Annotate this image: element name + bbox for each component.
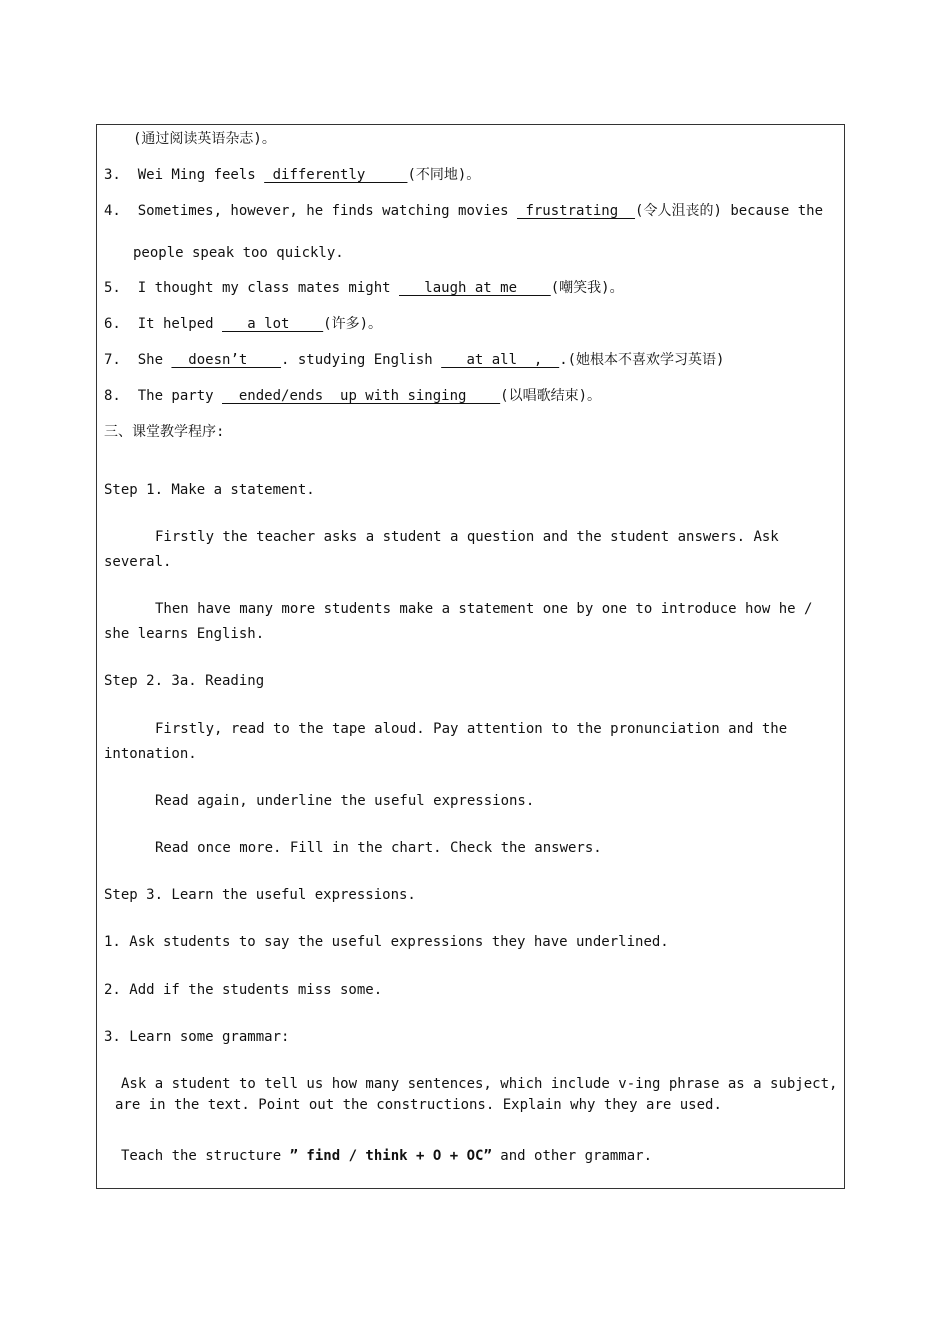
answer-blank: laugh at me bbox=[399, 280, 551, 296]
teach-text: Teach the structure bbox=[121, 1148, 290, 1164]
item-number: 4. bbox=[104, 203, 121, 219]
exercise-item-6 bbox=[104, 315, 382, 333]
item-number: 5. bbox=[104, 280, 121, 296]
carry-over-text: (通过阅读英语杂志)。 bbox=[133, 131, 276, 147]
step-3-item-1: 1. Ask students to say the useful expressions they have underlined. bbox=[104, 934, 669, 950]
exercise-item-5 bbox=[104, 279, 624, 297]
step-3-teach-line bbox=[121, 1147, 652, 1165]
step-3-paragraph-1: Ask a student to tell us how many sentences, which include v-ing phrase as a subject, bbox=[121, 1076, 838, 1092]
step-3-paragraph-1-cont: are in the text. Point out the constructions. Explain why they are used. bbox=[115, 1097, 722, 1113]
answer-blank: ended/ends up with singing bbox=[222, 388, 501, 404]
section-heading: 三、课堂教学程序: bbox=[104, 424, 225, 440]
exercise-item-4-continued: people speak too quickly. bbox=[133, 245, 344, 261]
item-text: I thought my class mates might bbox=[137, 280, 400, 296]
answer-blank-2: at all , bbox=[441, 352, 560, 368]
item-number: 6. bbox=[104, 316, 121, 332]
item-text: Sometimes, however, he finds watching movies bbox=[137, 203, 518, 219]
item-text: The party bbox=[137, 388, 223, 404]
step-2-paragraph-3: Read once more. Fill in the chart. Check the answers. bbox=[155, 840, 602, 856]
answer-blank: doesn’t bbox=[171, 352, 282, 368]
item-text-mid: . studying English bbox=[281, 352, 442, 368]
exercise-item-8 bbox=[104, 387, 601, 405]
step-2-title: Step 2. 3a. Reading bbox=[104, 673, 265, 689]
item-text: Wei Ming feels bbox=[137, 167, 265, 183]
step-3-item-3: 3. Learn some grammar: bbox=[104, 1029, 290, 1045]
step-2-paragraph-2: Read again, underline the useful expressions. bbox=[155, 793, 535, 809]
structure-formula: ” find / think + O + OC” bbox=[289, 1148, 492, 1164]
item-number: 8. bbox=[104, 388, 121, 404]
item-hint: (许多)。 bbox=[323, 316, 383, 332]
step-1-paragraph-1: Firstly the teacher asks a student a question and the student answers. Ask bbox=[155, 529, 779, 545]
step-2-paragraph-1: Firstly, read to the tape aloud. Pay attention to the pronunciation and the bbox=[155, 721, 788, 737]
step-1-paragraph-2-cont: she learns English. bbox=[104, 626, 265, 642]
item-number: 3. bbox=[104, 167, 121, 183]
item-hint: (以唱歌结束)。 bbox=[500, 388, 602, 404]
teach-text-end: and other grammar. bbox=[491, 1148, 653, 1164]
answer-blank: a lot bbox=[222, 316, 324, 332]
step-1-paragraph-1-cont: several. bbox=[104, 554, 172, 570]
step-2-paragraph-1-cont: intonation. bbox=[104, 746, 197, 762]
answer-blank: frustrating bbox=[517, 203, 636, 219]
answer-blank: differently bbox=[264, 167, 408, 183]
exercise-item-7 bbox=[104, 351, 724, 369]
step-1-title: Step 1. Make a statement. bbox=[104, 482, 315, 498]
exercise-item-3 bbox=[104, 166, 480, 184]
item-text: She bbox=[137, 352, 172, 368]
step-1-paragraph-2: Then have many more students make a statement one by one to introduce how he / bbox=[155, 601, 813, 617]
item-hint: (嘲笑我)。 bbox=[550, 280, 624, 296]
step-3-title: Step 3. Learn the useful expressions. bbox=[104, 887, 416, 903]
item-number: 7. bbox=[104, 352, 121, 368]
exercise-item-4 bbox=[104, 202, 823, 220]
item-hint: (不同地)。 bbox=[407, 167, 481, 183]
item-hint: .(她根本不喜欢学习英语) bbox=[559, 352, 725, 368]
step-3-item-2: 2. Add if the students miss some. bbox=[104, 982, 383, 998]
item-text: It helped bbox=[137, 316, 223, 332]
item-hint: (令人沮丧的) because the bbox=[635, 203, 824, 219]
